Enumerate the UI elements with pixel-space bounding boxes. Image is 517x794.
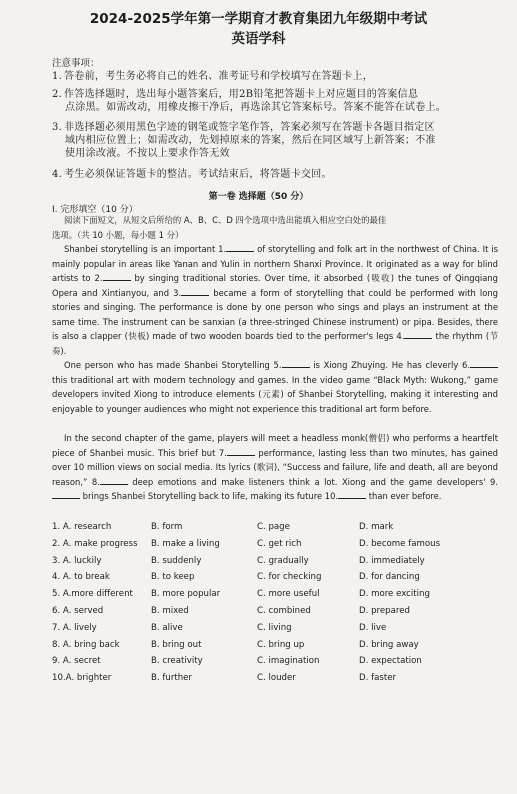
option-c: C. imagination [257, 656, 320, 667]
subject-title: 英语学科 [231, 31, 286, 47]
option-a: 4. A. to break [52, 572, 110, 583]
notice-heading: 注意事项： [52, 58, 100, 69]
option-a: 2. A. make progress [52, 538, 138, 549]
passage-text: became a form of storytelling that could be performed with long stories and singing. The performance is done by one person who sings and plays an instrument at the same time. The instrument can be sanxian (a three-stringed Chinese instrument) or pipa. Besides, there is also a clapper (快板) made of two wooden boards tied to the performer's legs 4. [52, 287, 498, 341]
option-a: 10.A. brighter [52, 673, 112, 684]
option-b: B. form [151, 522, 183, 532]
passage-paragraph-2 [52, 358, 498, 416]
option-row-7 [52, 623, 498, 640]
passage-text: of storytelling and folk art in the northwest of China. It is mainly popular in areas like Yanan and Yulin in northern Shanxi Province. It originated as a way for blind artists to 2. [52, 244, 498, 283]
passage-text: than ever before. [366, 491, 442, 501]
blank-6 [470, 358, 498, 368]
option-row-2 [52, 539, 498, 556]
notice-line: 考生必须保证答题卡的整洁。考试结束后，将答题卡交回。 [64, 169, 332, 180]
option-b: B. mixed [151, 605, 189, 616]
blank-1 [226, 242, 254, 252]
option-c: C. get rich [257, 538, 302, 549]
notice-line: 点涂黑。如需改动，用橡皮擦干净后，再选涂其它答案标号。答案不能答在试卷上。 [65, 102, 447, 113]
option-row-1 [52, 522, 498, 539]
exam-title: 2024-2025学年第一学期育才教育集团九年级期中考试 [89, 11, 428, 27]
passage-text: brings Shanbei Storytelling back to life, making its future 10. [80, 491, 339, 501]
passage-text: One person who has made Shanbei Storytelling 5. [64, 360, 282, 370]
passage-text: is Xiong Zhuying. He has cleverly 6. [309, 360, 470, 370]
option-a: 3. A. luckily [52, 555, 102, 566]
option-a: 9. A. secret [52, 656, 101, 667]
option-c: C. living [257, 622, 292, 633]
notice-number: 4. [52, 169, 63, 180]
option-b: B. to keep [151, 572, 195, 583]
option-c: C. page [257, 522, 290, 532]
option-d: D. prepared [359, 605, 410, 616]
blank-7 [227, 446, 255, 456]
passage-text: by singing traditional stories. Over time, it absorbed (吸收) the tunes of Qingqiang Opera and Xintianyou, and 3. [52, 273, 498, 298]
notice-line: 答卷前，考生务必将自己的姓名、准考证号和学校填写在答题卡上， [64, 71, 373, 82]
section-title: 第一卷 选择题（50 分） [208, 192, 309, 202]
passage-text: this traditional art with modern technology and games. In the video game “Black Myth: Wukong,” game developers invited Xiong to introduce elements (元素) of Shanbei Storytelling, making it interesting and enjoyable to younger audiences who might not experience this traditional art form before. [52, 374, 498, 414]
passage-paragraph-3 [52, 431, 498, 504]
option-d: D. live [359, 622, 387, 633]
blank-3 [181, 286, 209, 296]
option-d: D. more exciting [359, 589, 430, 600]
blank-2 [103, 271, 131, 281]
option-row-6 [52, 606, 498, 623]
notice-number: 1. [52, 71, 63, 82]
notice-line: 使用涂改液。不按以上要求作答无效 [65, 148, 230, 159]
notice-item-3 [52, 121, 497, 160]
instructions [52, 213, 498, 242]
option-row-3 [52, 556, 498, 573]
notice-item-1 [52, 70, 497, 83]
blank-10 [338, 489, 366, 499]
notice-number: 3. [52, 122, 63, 133]
option-d: D. immediately [359, 555, 425, 566]
option-d: D. for dancing [359, 572, 420, 583]
option-b: B. creativity [151, 656, 203, 667]
option-b: B. make a living [151, 538, 220, 549]
option-b: B. further [151, 673, 193, 684]
option-d: D. bring away [359, 639, 419, 650]
notice-item-4 [52, 168, 497, 181]
option-b: B. bring out [151, 639, 202, 650]
option-a: 7. A. lively [52, 622, 97, 633]
notice-line: 域内相应位置上；如需改动，先划掉原来的答案，然后在同区域写上新答案；不准 [65, 135, 436, 146]
passage-text: the rhythm (节奏). [52, 331, 499, 356]
notice-number: 2. [52, 89, 63, 100]
notice-line: 非选择题必须用黑色字迹的钢笔或签字笔作答，答案必须写在答题卡各题目指定区 [64, 122, 435, 133]
option-d: D. mark [359, 522, 394, 532]
passage-paragraph-1 [52, 242, 498, 358]
option-b: B. more popular [151, 589, 221, 600]
option-b: B. suddenly [151, 555, 202, 566]
blank-4 [404, 329, 432, 339]
notice-line: 作答选择题时，选出每小题答案后，用2B铅笔把答题卡上对应题目的答案信息 [64, 89, 419, 100]
option-row-8 [52, 640, 498, 657]
option-a: 5. A.more different [52, 589, 133, 600]
passage-text: performance, lasting less than two minutes, has gained over 10 million views on social media. Its lyrics (歌词), “Success and failure, life and death, all are beyond reason,” 8. [52, 447, 498, 487]
option-c: C. combined [257, 605, 311, 616]
option-c: C. louder [257, 673, 296, 684]
instruction-line: 阅读下面短文，从短文后所给的 A、B、C、D 四个选项中选出能填入相应空白处的最佳 [64, 215, 387, 225]
option-row-5 [52, 589, 498, 606]
option-c: C. more useful [257, 589, 320, 600]
option-row-9 [52, 656, 498, 673]
option-a: 6. A. served [52, 605, 104, 616]
blank-9 [52, 489, 80, 499]
notice-item-2 [52, 88, 497, 114]
passage-text: In the second chapter of the game, players will meet a headless monk(僧侣) who performs a heartfelt piece of Shanbei music. This brief but 7. [52, 433, 498, 458]
option-row-10 [52, 673, 498, 690]
part-title: I. 完形填空（10 分） [52, 205, 138, 215]
blank-5 [282, 358, 310, 368]
option-d: D. become famous [359, 538, 441, 549]
passage-text: deep emotions and make listeners think a lot. Xiong and the game developers' 9. [127, 476, 498, 487]
option-a: 8. A. bring back [52, 639, 120, 650]
blank-8 [100, 475, 128, 485]
option-c: C. for checking [257, 572, 322, 583]
answer-options [52, 522, 498, 690]
option-c: C. bring up [257, 639, 305, 650]
option-d: D. expectation [359, 656, 422, 667]
option-d: D. faster [359, 673, 397, 684]
option-c: C. gradually [257, 555, 309, 566]
passage-text: Shanbei storytelling is an important 1. [64, 244, 227, 254]
option-row-4 [52, 572, 498, 589]
option-b: B. alive [151, 622, 183, 633]
instruction-line: 选项。（共 10 小题，每小题 1 分） [52, 229, 184, 240]
option-a: 1. A. research [52, 522, 112, 532]
